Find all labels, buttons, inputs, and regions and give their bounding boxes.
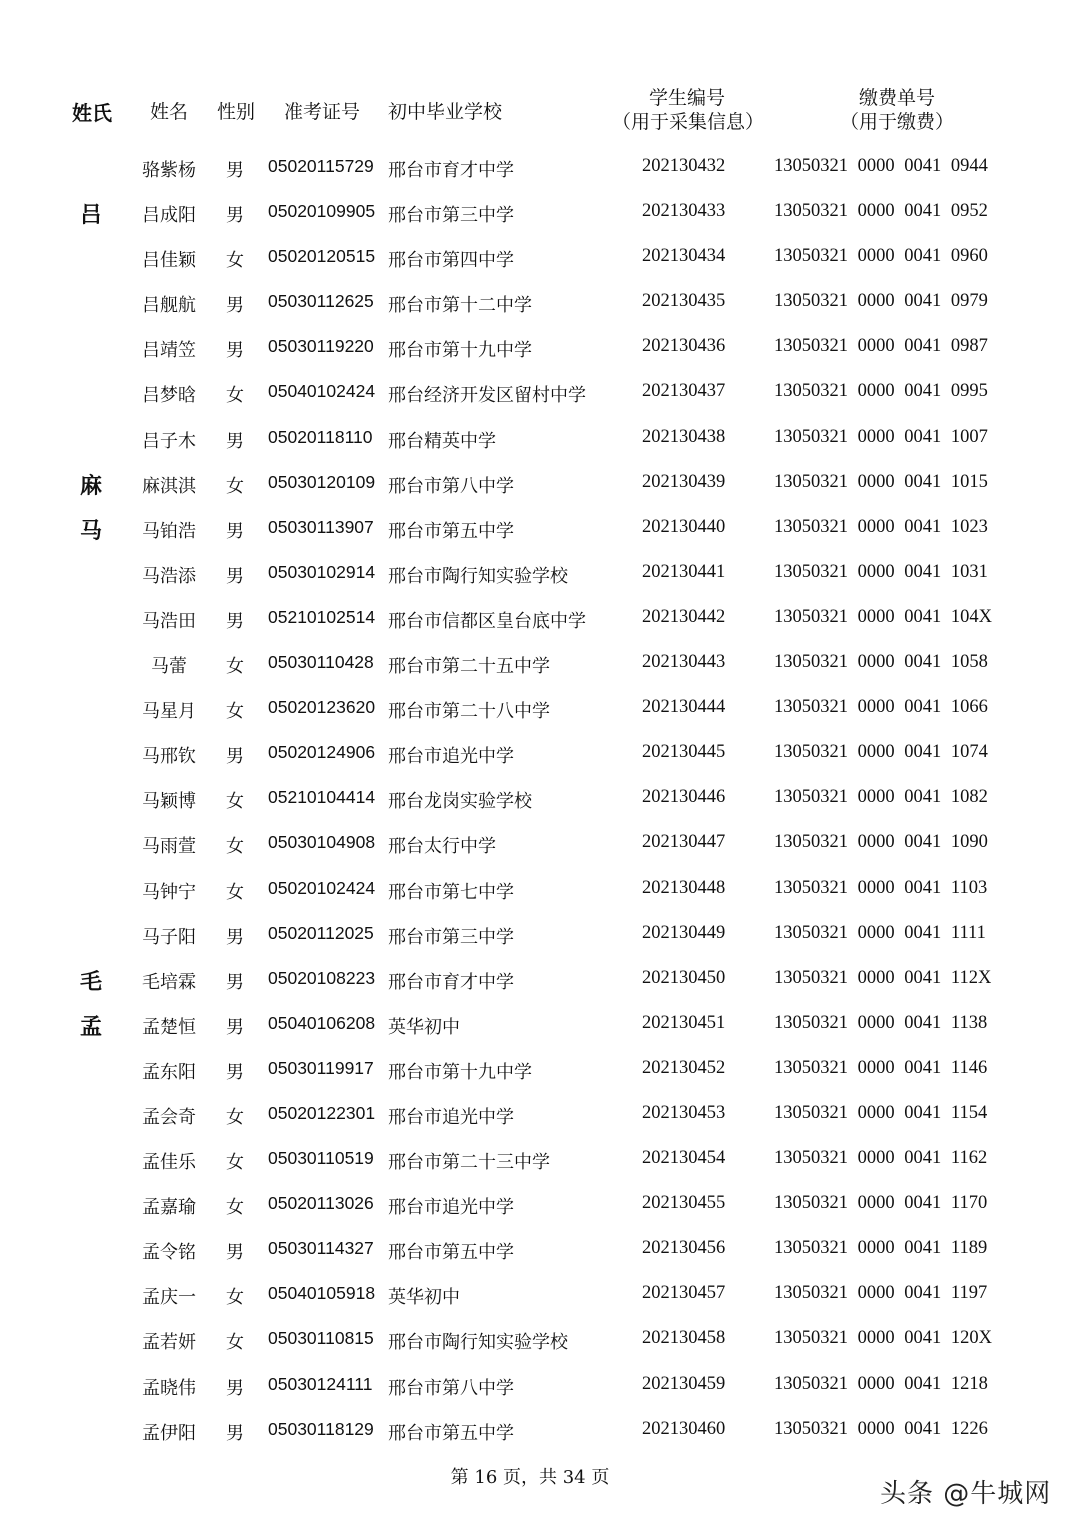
gender-cell: 女 [226,475,244,497]
table-row [0,597,1080,642]
gender-cell: 男 [226,1242,244,1264]
surname-cell: 孟 [80,1013,103,1040]
school-cell: 邢台市追光中学 [388,1197,514,1219]
payment-number-cell: 13050321 0000 0041 1170 [774,1193,988,1214]
name-cell: 吕子木 [142,430,196,452]
school-cell: 邢台市第八中学 [388,475,514,497]
header-surname: 姓氏 [72,101,112,125]
school-cell: 邢台市第二十五中学 [388,656,550,678]
gender-cell: 女 [226,1197,244,1219]
name-cell: 马子阳 [142,926,196,948]
header-gender: 性别 [217,101,256,123]
ticket-number-cell: 05020118110 [268,426,373,447]
ticket-number-cell: 05030102914 [268,561,376,582]
table-row [0,371,1080,416]
ticket-number-cell: 05030118129 [268,1418,374,1439]
student-number-cell: 202130441 [642,561,726,582]
header-student-number-note: （用于采集信息） [612,111,765,133]
payment-number-cell: 13050321 0000 0041 1146 [774,1057,988,1078]
ticket-number-cell: 05020108223 [268,967,376,988]
student-number-cell: 202130434 [642,246,726,267]
school-cell: 英华初中 [388,1287,460,1309]
payment-number-cell: 13050321 0000 0041 1066 [774,697,988,718]
payment-number-cell: 13050321 0000 0041 120X [774,1328,992,1349]
school-cell: 邢台市第五中学 [388,1422,514,1444]
student-number-cell: 202130433 [642,201,726,222]
table-row [0,642,1080,687]
table-row [0,417,1080,462]
table-row [0,552,1080,597]
student-number-cell: 202130437 [642,381,726,402]
student-number-cell: 202130456 [642,1238,726,1259]
payment-number-cell: 13050321 0000 0041 1082 [774,787,988,808]
student-number-cell: 202130455 [642,1193,726,1214]
table-row [0,822,1080,867]
ticket-number-cell: 05040106208 [268,1012,376,1033]
header-ticket-number: 准考证号 [284,101,361,123]
student-number-cell: 202130435 [642,291,726,312]
table-row [0,732,1080,777]
payment-number-cell: 13050321 0000 0041 1189 [774,1238,988,1259]
school-cell: 邢台龙岗实验学校 [388,791,532,813]
gender-cell: 男 [226,746,244,768]
ticket-number-cell: 05030112625 [268,291,374,312]
student-number-cell: 202130450 [642,967,726,988]
table-row [0,507,1080,552]
school-cell: 邢台市第十九中学 [388,340,532,362]
school-cell: 邢台市第二十三中学 [388,1152,550,1174]
ticket-number-cell: 05040102424 [268,381,376,402]
gender-cell: 女 [226,881,244,903]
gender-cell: 男 [226,160,244,181]
payment-number-cell: 13050321 0000 0041 1015 [774,471,988,492]
gender-cell: 女 [226,1152,244,1174]
ticket-number-cell: 05020124906 [268,742,376,763]
ticket-number-cell: 05020123620 [268,697,376,718]
student-number-cell: 202130454 [642,1148,726,1169]
header-student-number-title: 学生编号 [648,87,725,109]
table-row [0,913,1080,958]
name-cell: 孟会奇 [142,1106,196,1128]
surname-cell: 吕 [80,202,103,229]
payment-number-cell: 13050321 0000 0041 1218 [774,1373,988,1394]
name-cell: 吕靖笠 [142,340,196,362]
table-row [0,1003,1080,1048]
page-number: 第 16 页，共 34 页 [450,1467,610,1488]
table-row [0,868,1080,913]
student-number-cell: 202130451 [642,1012,726,1033]
gender-cell: 男 [226,1422,244,1444]
table-row [0,1409,1080,1454]
name-cell: 孟若妍 [142,1332,196,1354]
gender-cell: 男 [226,1016,244,1038]
ticket-number-cell: 05030110519 [268,1148,374,1169]
name-cell: 马颖博 [142,791,196,813]
ticket-number-cell: 05210102514 [268,606,376,627]
ticket-number-cell: 05210104414 [268,787,376,808]
name-cell: 孟庆一 [142,1287,196,1309]
payment-number-cell: 13050321 0000 0041 1074 [774,742,988,763]
gender-cell: 男 [226,610,244,632]
school-cell: 邢台市信都区皇台底中学 [388,610,586,632]
student-number-cell: 202130446 [642,787,726,808]
school-cell: 邢台市追光中学 [388,746,514,768]
header-name: 姓名 [150,101,189,123]
name-cell: 吕佳颖 [142,250,196,272]
name-cell: 马钟宁 [142,881,196,903]
student-number-cell: 202130444 [642,697,726,718]
table-row [0,1364,1080,1409]
school-cell: 英华初中 [388,1016,460,1038]
table-row [0,1093,1080,1138]
gender-cell: 女 [226,250,244,272]
name-cell: 吕舰航 [142,295,196,317]
name-cell: 吕梦晗 [142,385,196,407]
student-number-cell: 202130436 [642,336,726,357]
header-payment-number-title: 缴费单号 [858,87,935,109]
table-header [0,86,1080,136]
name-cell: 麻淇淇 [142,475,196,497]
name-cell: 马邢钦 [142,746,196,768]
student-number-cell: 202130445 [642,742,726,763]
table-row [0,326,1080,371]
table-row [0,462,1080,507]
school-cell: 邢台市陶行知实验学校 [388,1332,568,1354]
student-number-cell: 202130440 [642,516,726,537]
payment-number-cell: 13050321 0000 0041 0995 [774,381,988,402]
student-number-cell: 202130458 [642,1328,726,1349]
name-cell: 毛培霖 [142,971,196,993]
school-cell: 邢台市第四中学 [388,250,514,272]
student-number-cell: 202130438 [642,426,726,447]
payment-number-cell: 13050321 0000 0041 0960 [774,246,988,267]
name-cell: 骆紫杨 [142,160,196,181]
ticket-number-cell: 05030110428 [268,652,374,673]
name-cell: 马蕾 [151,656,187,678]
gender-cell: 男 [226,205,244,227]
gender-cell: 男 [226,971,244,993]
ticket-number-cell: 05030119220 [268,336,374,357]
table-row [0,958,1080,1003]
gender-cell: 女 [226,385,244,407]
school-cell: 邢台市第七中学 [388,881,514,903]
table-row [0,687,1080,732]
school-cell: 邢台市第五中学 [388,1242,514,1264]
gender-cell: 男 [226,430,244,452]
student-number-cell: 202130452 [642,1057,726,1078]
gender-cell: 女 [226,791,244,813]
student-table [0,146,1080,1454]
gender-cell: 男 [226,295,244,317]
table-row [0,777,1080,822]
watermark-text: 头条 @牛城网 [880,1478,1052,1509]
payment-number-cell: 13050321 0000 0041 1162 [774,1148,988,1169]
payment-number-cell: 13050321 0000 0041 1154 [774,1102,988,1123]
name-cell: 马星月 [142,701,196,723]
ticket-number-cell: 05030119917 [268,1057,374,1078]
payment-number-cell: 13050321 0000 0041 1103 [774,877,988,898]
table-row [0,1138,1080,1183]
student-number-cell: 202130457 [642,1283,726,1304]
watermark [872,1460,1077,1522]
table-row [0,1318,1080,1363]
school-cell: 邢台市第十九中学 [388,1061,532,1083]
gender-cell: 女 [226,656,244,678]
table-row [0,191,1080,236]
name-cell: 吕成阳 [142,205,196,227]
gender-cell: 女 [226,701,244,723]
payment-number-cell: 13050321 0000 0041 104X [774,606,992,627]
table-row [0,1273,1080,1318]
name-cell: 孟晓伟 [142,1377,196,1399]
school-cell: 邢台太行中学 [388,836,496,858]
ticket-number-cell: 05030113907 [268,516,374,537]
payment-number-cell: 13050321 0000 0041 1007 [774,426,988,447]
gender-cell: 女 [226,1287,244,1309]
name-cell: 孟东阳 [142,1061,196,1083]
ticket-number-cell: 05030114327 [268,1238,374,1259]
surname-cell: 麻 [80,472,103,499]
name-cell: 马铂浩 [142,520,196,542]
payment-number-cell: 13050321 0000 0041 1058 [774,652,988,673]
payment-number-cell: 13050321 0000 0041 1090 [774,832,988,853]
school-cell: 邢台市追光中学 [388,1106,514,1128]
student-number-cell: 202130443 [642,652,726,673]
school-cell: 邢台市第八中学 [388,1377,514,1399]
header-payment-number [822,86,972,134]
gender-cell: 男 [226,1377,244,1399]
school-cell: 邢台市第三中学 [388,926,514,948]
header-school: 初中毕业学校 [388,101,503,123]
payment-number-cell: 13050321 0000 0041 0944 [774,156,988,176]
name-cell: 孟伊阳 [142,1422,196,1444]
ticket-number-cell: 05030124111 [268,1373,373,1394]
surname-cell: 马 [80,517,103,544]
payment-number-cell: 13050321 0000 0041 1023 [774,516,988,537]
student-number-cell: 202130442 [642,606,726,627]
school-cell: 邢台市第二十八中学 [388,701,550,723]
gender-cell: 男 [226,520,244,542]
name-cell: 孟楚恒 [142,1016,196,1038]
ticket-number-cell: 05020109905 [268,201,376,222]
school-cell: 邢台市育才中学 [388,971,514,993]
school-cell: 邢台市陶行知实验学校 [388,565,568,587]
ticket-number-cell: 05030104908 [268,832,376,853]
gender-cell: 男 [226,340,244,362]
table-row [0,1183,1080,1228]
student-number-cell: 202130439 [642,471,726,492]
gender-cell: 女 [226,1332,244,1354]
gender-cell: 男 [226,1061,244,1083]
payment-number-cell: 13050321 0000 0041 0952 [774,201,988,222]
payment-number-cell: 13050321 0000 0041 1138 [774,1012,988,1033]
ticket-number-cell: 05030110815 [268,1328,374,1349]
ticket-number-cell: 05020112025 [268,922,374,943]
ticket-number-cell: 05020102424 [268,877,376,898]
name-cell: 孟嘉瑜 [142,1197,196,1219]
payment-number-cell: 13050321 0000 0041 112X [774,967,992,988]
ticket-number-cell: 05020113026 [268,1193,374,1214]
school-cell: 邢台经济开发区留村中学 [388,385,586,407]
ticket-number-cell: 05020122301 [268,1102,376,1123]
student-number-cell: 202130447 [642,832,726,853]
student-number-cell: 202130453 [642,1102,726,1123]
table-row [0,236,1080,281]
header-payment-number-note: （用于缴费） [839,111,954,133]
ticket-number-cell: 05020115729 [268,156,374,176]
ticket-number-cell: 05040105918 [268,1283,376,1304]
table-row [0,1228,1080,1273]
school-cell: 邢台市第五中学 [388,520,514,542]
name-cell: 马浩田 [142,610,196,632]
name-cell: 孟令铭 [142,1242,196,1264]
name-cell: 孟佳乐 [142,1152,196,1174]
school-cell: 邢台市第十二中学 [388,295,532,317]
name-cell: 马雨萱 [142,836,196,858]
table-row [0,281,1080,326]
table-row [0,146,1080,191]
student-number-cell: 202130459 [642,1373,726,1394]
school-cell: 邢台精英中学 [388,430,496,452]
payment-number-cell: 13050321 0000 0041 1111 [774,922,986,943]
gender-cell: 女 [226,1106,244,1128]
ticket-number-cell: 05030120109 [268,471,376,492]
student-number-cell: 202130448 [642,877,726,898]
school-cell: 邢台市第三中学 [388,205,514,227]
name-cell: 马浩添 [142,565,196,587]
header-student-number [612,86,765,134]
payment-number-cell: 13050321 0000 0041 1197 [774,1283,988,1304]
payment-number-cell: 13050321 0000 0041 0979 [774,291,988,312]
payment-number-cell: 13050321 0000 0041 1031 [774,561,988,582]
payment-number-cell: 13050321 0000 0041 1226 [774,1418,988,1439]
school-cell: 邢台市育才中学 [388,160,514,181]
table-row [0,1048,1080,1093]
ticket-number-cell: 05020120515 [268,246,376,267]
gender-cell: 女 [226,836,244,858]
gender-cell: 男 [226,926,244,948]
student-number-cell: 202130449 [642,922,726,943]
surname-cell: 毛 [80,968,103,995]
student-number-cell: 202130460 [642,1418,726,1439]
student-number-cell: 202130432 [642,156,726,176]
payment-number-cell: 13050321 0000 0041 0987 [774,336,988,357]
gender-cell: 男 [226,565,244,587]
